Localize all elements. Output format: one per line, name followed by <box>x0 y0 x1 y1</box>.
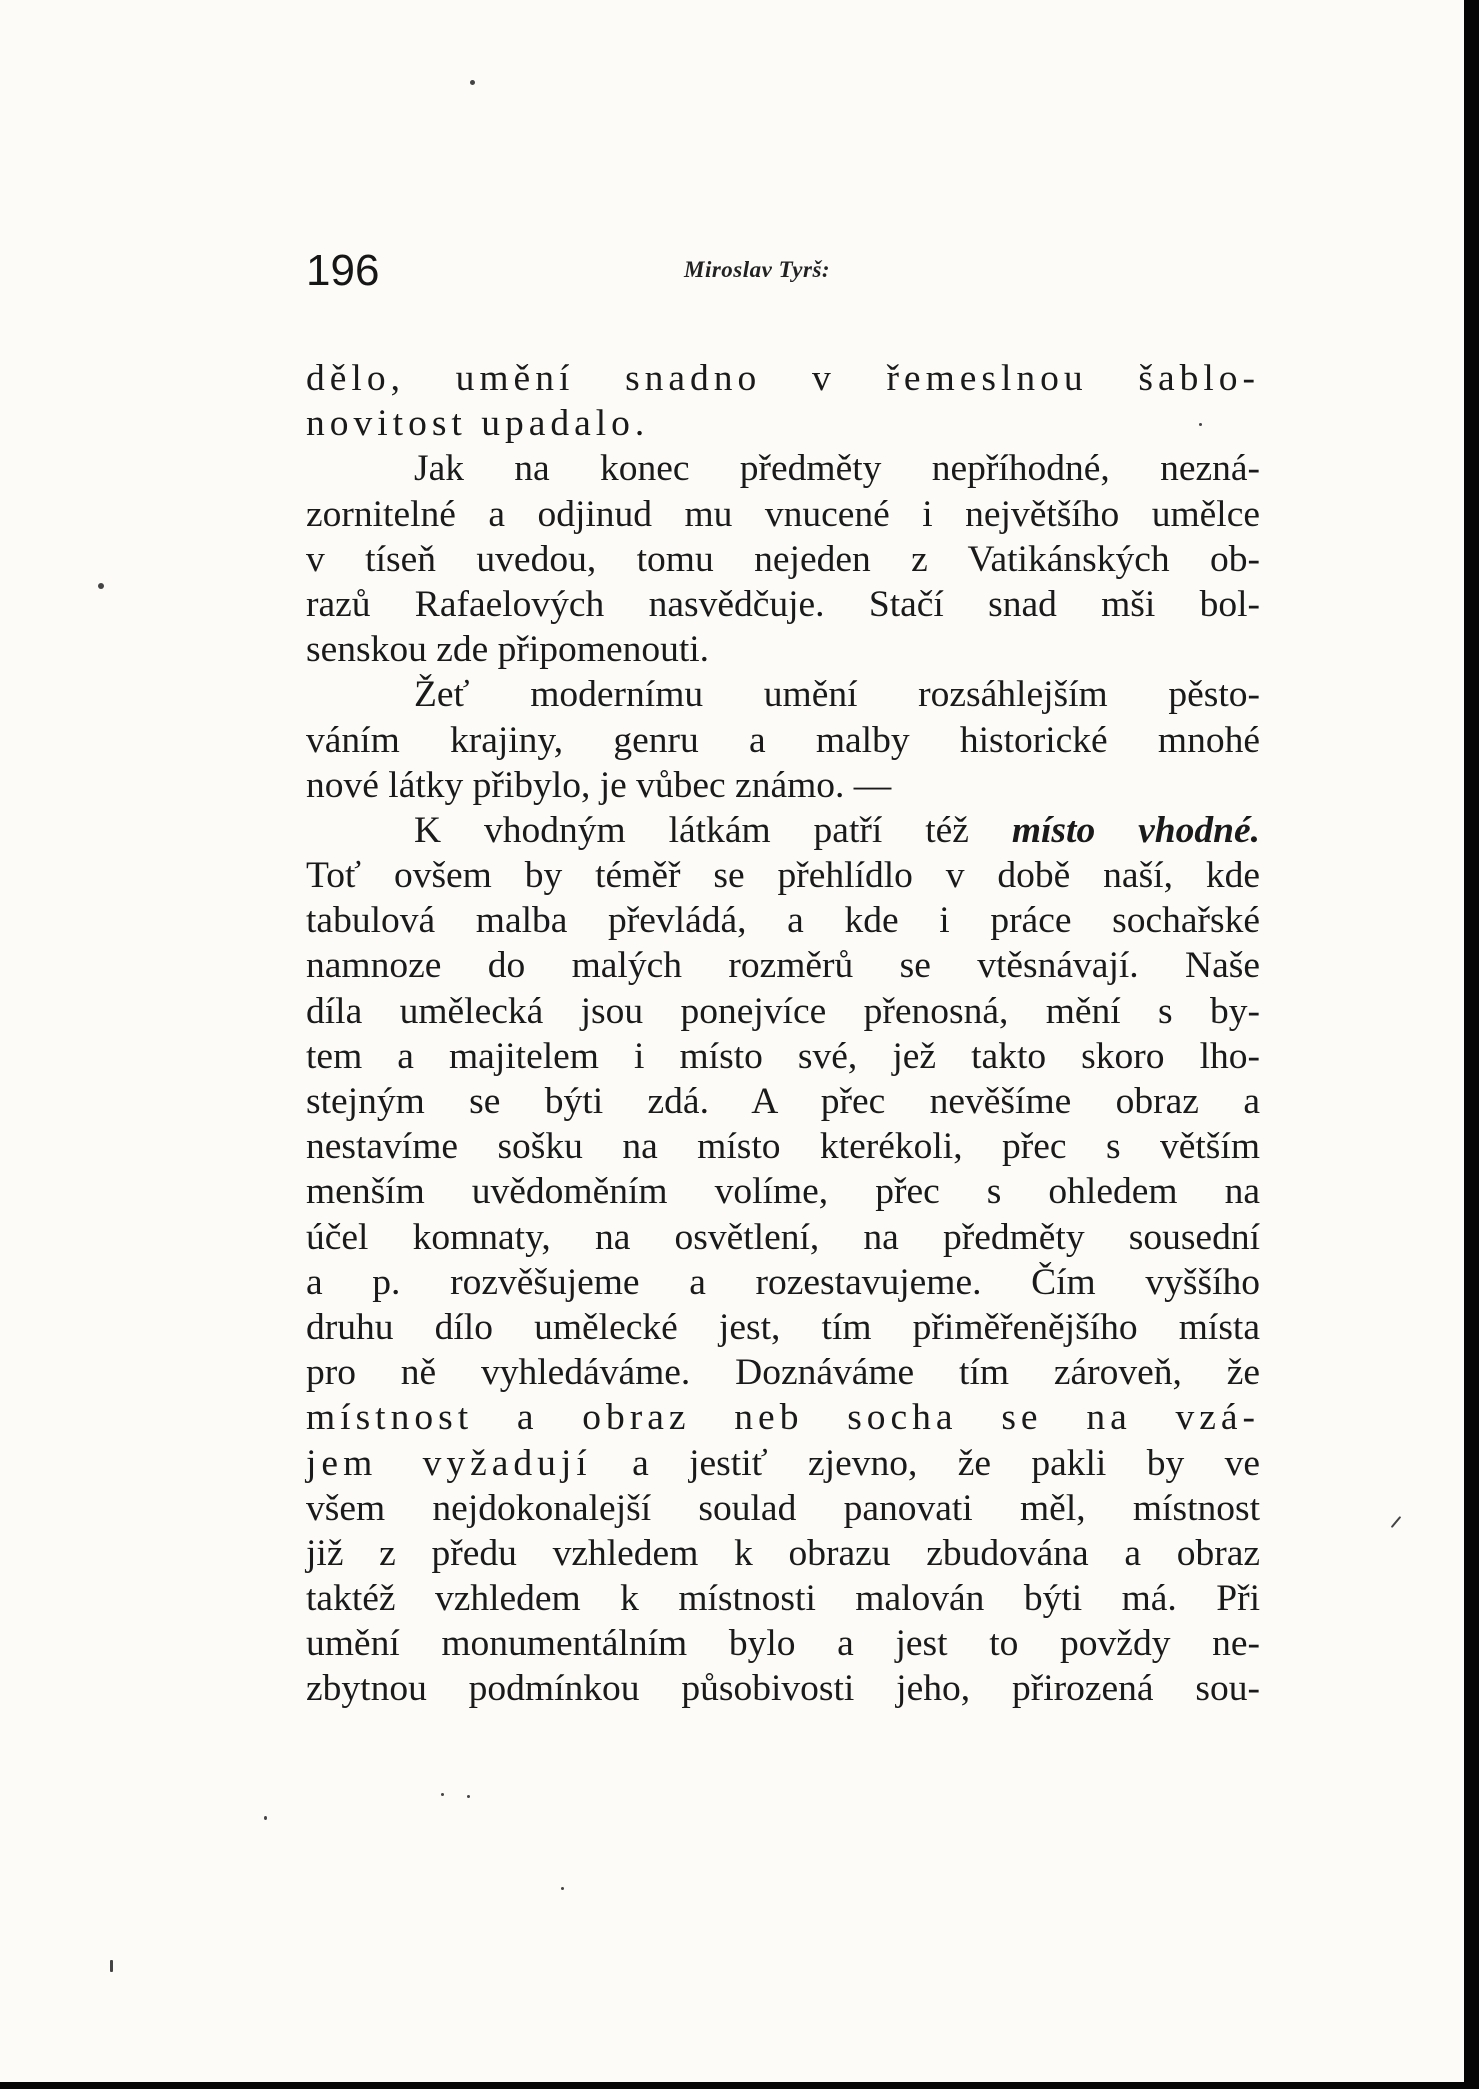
text-line: taktéž vzhledem k místnosti malován býti má. Při <box>306 1578 1260 1620</box>
text-line: nestavíme sošku na místo kterékoli, přec s větším <box>306 1126 1260 1168</box>
text-line: zbytnou podmínkou působivosti jeho, přirozená sou- <box>306 1668 1260 1710</box>
text-line: váním krajiny, genru a malby historické mnohé <box>306 719 1260 761</box>
text-line: zornitelné a odjinud mu vnucené i největšího umělce <box>306 493 1260 535</box>
text-line: všem nejdokonalejší soulad panovati měl, místnost <box>306 1487 1260 1529</box>
text-line: a p. rozvěšujeme a rozestavujeme. Čím vyššího <box>306 1261 1260 1303</box>
text-line: pro ně vyhledáváme. Doznáváme tím zároveň, že <box>306 1352 1260 1394</box>
text-line: v tíseň uvedou, tomu nejeden z Vatikánských ob- <box>306 538 1260 580</box>
page-header <box>306 246 1260 296</box>
text-line <box>306 808 1260 853</box>
text-line: namnoze do malých rozměrů se vtěsnávají. Naše <box>306 945 1260 987</box>
scan-speck <box>1199 423 1202 426</box>
text-line: díla umělecká jsou ponejvíce přenosná, mění s by- <box>306 990 1260 1032</box>
text-line: místnost a obraz neb socha se na vzá- <box>306 1397 1260 1439</box>
text-line: druhu dílo umělecké jest, tím přiměřenějšího místa <box>306 1306 1260 1348</box>
text-line: již z předu vzhledem k obrazu zbudována a obraz <box>306 1532 1260 1574</box>
text-line: menším uvědoměním volíme, přec s ohledem na <box>306 1171 1260 1213</box>
spaced-text: jem vyžadují <box>306 1442 592 1484</box>
scan-speck <box>98 583 104 589</box>
text-line: umění monumentálním bylo a jest to povždy ne- <box>306 1623 1260 1665</box>
text-line: stejným se býti zdá. A přec nevěšíme obraz a <box>306 1081 1260 1122</box>
page-number: 196 <box>306 246 380 295</box>
text-line: dělo, umění snadno v řemeslnou šablo- <box>306 358 1260 399</box>
scan-speck <box>561 1887 564 1890</box>
text-line: tem a majitelem i místo své, jež takto skoro lho- <box>306 1035 1260 1077</box>
text-fragment: K vhodným látkám patří též <box>414 809 1012 851</box>
text-fragment: a jestiť zjevno, že pakli by ve <box>591 1442 1260 1484</box>
text-line: účel komnaty, na osvětlení, na předměty sousední <box>306 1216 1260 1258</box>
text-line: razů Rafaelových nasvědčuje. Stačí snad mši bol- <box>306 583 1260 625</box>
text-line: Jak na konec předměty nepříhodné, nezná- <box>414 448 1260 490</box>
running-head: Miroslav Tyrš: <box>684 257 831 282</box>
scan-speck <box>110 1960 113 1972</box>
scan-speck <box>1391 1516 1402 1528</box>
text-line: tabulová malba převládá, a kde i práce sochařské <box>306 900 1260 942</box>
scan-speck <box>470 80 475 85</box>
text-line: novitost upadalo. <box>306 403 650 445</box>
body-text <box>306 356 1260 1712</box>
scan-speck <box>264 1816 267 1820</box>
text-line: nové látky přibylo, je vůbec známo. — <box>306 764 892 806</box>
text-line <box>306 1441 1260 1486</box>
text-line: Toť ovšem by téměř se přehlídlo v době naší, kde <box>306 855 1260 897</box>
scan-speck <box>467 1795 470 1798</box>
scan-speck <box>441 1793 444 1796</box>
emphasis-text: místo vhodné. <box>1011 809 1260 851</box>
scan-border-bottom <box>0 2082 1479 2089</box>
text-line: Žeť modernímu umění rozsáhlejším pěsto- <box>414 674 1260 716</box>
scan-border-right <box>1464 0 1479 2089</box>
text-line: senskou zde připomenouti. <box>306 629 710 671</box>
